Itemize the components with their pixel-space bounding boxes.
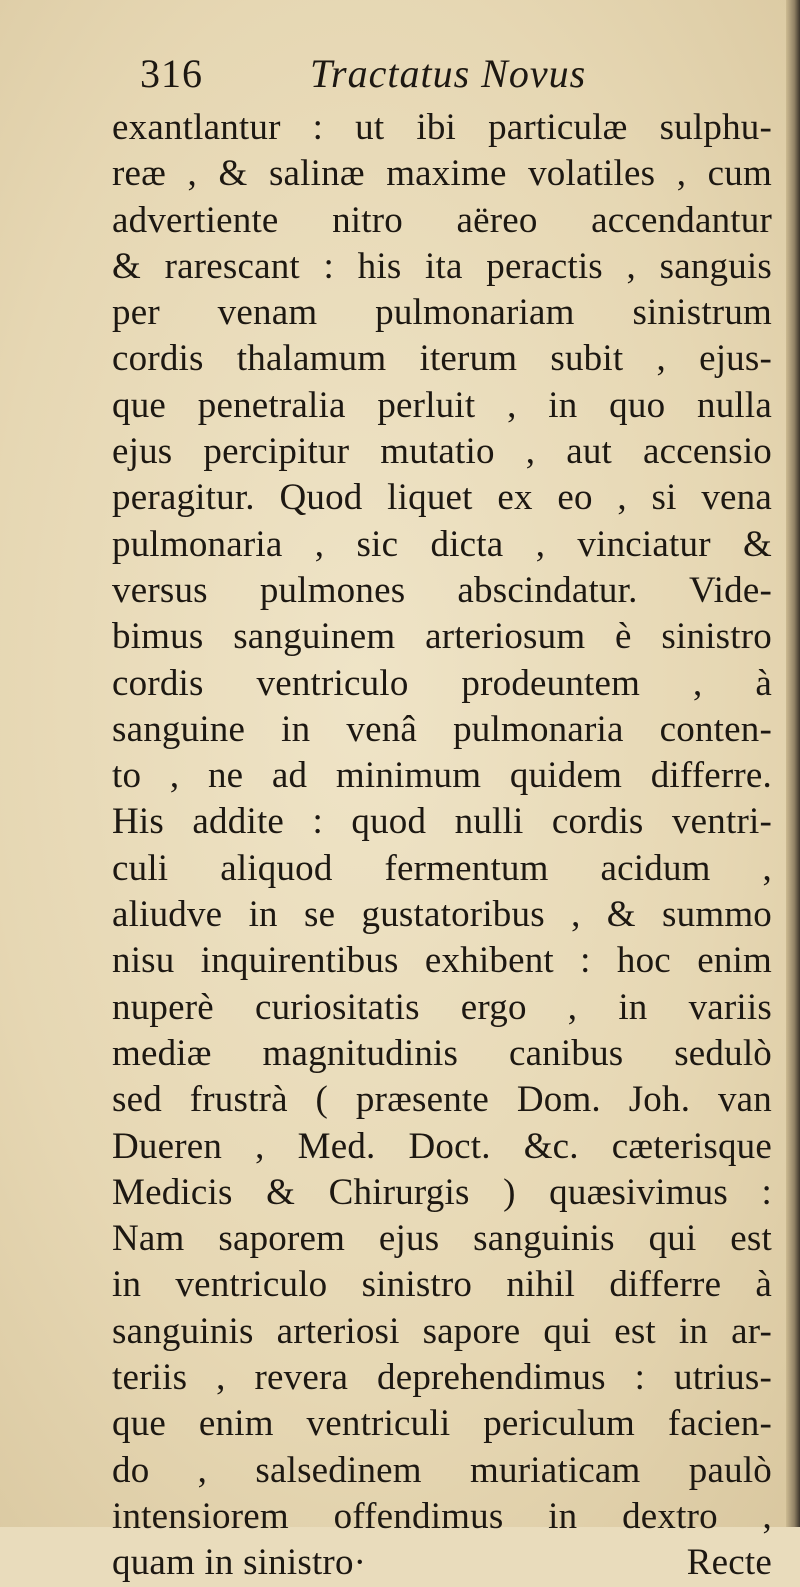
text-line: pulmonaria , sic dicta , vinciatur & bbox=[112, 523, 772, 565]
text-line: culi aliquod fermentum acidum , bbox=[112, 847, 772, 889]
text-line: sed frustrà ( præsente Dom. Joh. van bbox=[112, 1079, 772, 1121]
text-line: bimus sanguinem arteriosum è sinistro bbox=[112, 616, 772, 658]
text-line: reæ , & salinæ maxime volatiles , cum bbox=[112, 153, 772, 195]
last-line-text: quam in sinistro· bbox=[112, 1542, 367, 1584]
text-line: sanguine in venâ pulmonaria conten- bbox=[112, 708, 772, 750]
text-line: Dueren , Med. Doct. &c. cæterisque bbox=[112, 1125, 772, 1167]
text-line: mediæ magnitudinis canibus sedulò bbox=[112, 1032, 772, 1074]
text-line: teriis , revera deprehendimus : utrius- bbox=[112, 1357, 772, 1399]
page-number: 316 bbox=[140, 51, 203, 96]
text-line: Medicis & Chirurgis ) quæsivimus : bbox=[112, 1171, 772, 1213]
catchword: Recte bbox=[686, 1542, 772, 1584]
text-line: His addite : quod nulli cordis ventri- bbox=[112, 801, 772, 843]
page-edge bbox=[786, 0, 800, 1527]
text-line: cordis ventriculo prodeuntem , à bbox=[112, 662, 772, 704]
text-line: peragitur. Quod liquet ex eo , si vena bbox=[112, 477, 772, 519]
text-line: to , ne ad minimum quidem differre. bbox=[112, 755, 772, 797]
text-line: Nam saporem ejus sanguinis qui est bbox=[112, 1218, 772, 1260]
last-line bbox=[112, 1540, 772, 1586]
text-line: aliudve in se gustatoribus , & summo bbox=[112, 894, 772, 936]
text-line: per venam pulmonariam sinistrum bbox=[112, 292, 772, 334]
text-line: sanguinis arteriosi sapore qui est in ar- bbox=[112, 1310, 772, 1352]
running-title: Tractatus Novus bbox=[310, 51, 587, 96]
text-line: in ventriculo sinistro nihil differre à bbox=[112, 1264, 772, 1306]
text-line: ejus percipitur mutatio , aut accensio bbox=[112, 431, 772, 473]
text-line: do , salsedinem muriaticam paulò bbox=[112, 1449, 772, 1491]
text-line: nuperè curiositatis ergo , in variis bbox=[112, 986, 772, 1028]
text-line: que penetralia perluit , in quo nulla bbox=[112, 384, 772, 426]
text-line: & rarescant : his ita peractis , sanguis bbox=[112, 245, 772, 287]
body-text bbox=[112, 105, 772, 1587]
text-line: cordis thalamum iterum subit , ejus- bbox=[112, 338, 772, 380]
text-line: versus pulmones abscindatur. Vide- bbox=[112, 569, 772, 611]
page-header bbox=[140, 44, 700, 104]
text-line: exantlantur : ut ibi particulæ sulphu- bbox=[112, 107, 772, 148]
text-line: que enim ventriculi periculum facien- bbox=[112, 1403, 772, 1445]
text-line: intensiorem offendimus in dextro , bbox=[112, 1495, 772, 1537]
text-line: nisu inquirentibus exhibent : hoc enim bbox=[112, 940, 772, 982]
text-line: advertiente nitro aëreo accendantur bbox=[112, 199, 772, 241]
